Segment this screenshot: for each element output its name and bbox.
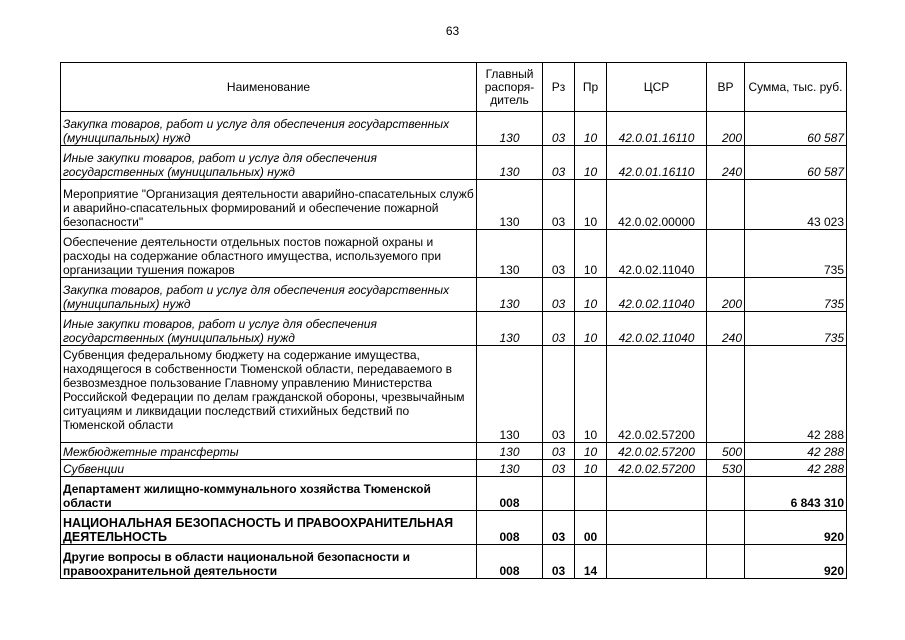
row-rz: 03 bbox=[543, 112, 575, 146]
row-name: Иные закупки товаров, работ и услуг для обеспечения государственных (муниципальных) нужд bbox=[61, 312, 477, 346]
row-manager: 130 bbox=[477, 146, 543, 180]
header-name: Наименование bbox=[61, 63, 477, 112]
row-manager: 130 bbox=[477, 460, 543, 477]
row-rz: 03 bbox=[543, 545, 575, 579]
page-number: 63 bbox=[445, 24, 460, 38]
row-vr bbox=[707, 180, 745, 230]
table-row bbox=[61, 112, 847, 146]
row-sum: 735 bbox=[745, 312, 847, 346]
row-rz: 03 bbox=[543, 511, 575, 545]
row-rz: 03 bbox=[543, 460, 575, 477]
row-name: Департамент жилищно-коммунального хозяйства Тюменской области bbox=[61, 477, 477, 511]
row-sum: 42 288 bbox=[745, 443, 847, 460]
header-rz: Рз bbox=[543, 63, 575, 112]
row-rz: 03 bbox=[543, 312, 575, 346]
row-sum: 60 587 bbox=[745, 112, 847, 146]
row-vr: 200 bbox=[707, 278, 745, 312]
row-pr: 10 bbox=[575, 112, 607, 146]
row-pr bbox=[575, 477, 607, 511]
row-name: НАЦИОНАЛЬНАЯ БЕЗОПАСНОСТЬ И ПРАВООХРАНИТЕЛЬНАЯ ДЕЯТЕЛЬНОСТЬ bbox=[61, 511, 477, 545]
row-sum: 43 023 bbox=[745, 180, 847, 230]
row-sum: 735 bbox=[745, 278, 847, 312]
row-csr: 42.0.02.57200 bbox=[607, 443, 707, 460]
row-name: Обеспечение деятельности отдельных постов пожарной охраны и расходы на содержание областного имущества, используемого при организации тушения пожаров bbox=[61, 230, 477, 278]
header-vr: ВР bbox=[707, 63, 745, 112]
row-csr: 42.0.02.11040 bbox=[607, 230, 707, 278]
row-vr: 500 bbox=[707, 443, 745, 460]
header-pr: Пр bbox=[575, 63, 607, 112]
header-sum: Сумма, тыс. руб. bbox=[745, 63, 847, 112]
row-vr bbox=[707, 545, 745, 579]
row-manager: 130 bbox=[477, 312, 543, 346]
row-rz: 03 bbox=[543, 278, 575, 312]
row-name: Субвенция федеральному бюджету на содержание имущества, находящегося в собственности Тюменской области, передаваемого в безвозмездное пользование Главному управлению Министерства Российской Федерации по делам гражданской обороны, чрезвычайным ситуациям и ликвидации последствий стихийных бедствий по Тюменской области bbox=[61, 346, 477, 443]
table-row bbox=[61, 230, 847, 278]
row-csr: 42.0.02.57200 bbox=[607, 346, 707, 443]
row-name: Межбюджетные трансферты bbox=[61, 443, 477, 460]
row-sum: 60 587 bbox=[745, 146, 847, 180]
table-row bbox=[61, 545, 847, 579]
row-rz: 03 bbox=[543, 180, 575, 230]
row-csr bbox=[607, 545, 707, 579]
row-csr: 42.0.01.16110 bbox=[607, 146, 707, 180]
row-sum: 6 843 310 bbox=[745, 477, 847, 511]
row-manager: 130 bbox=[477, 112, 543, 146]
budget-table bbox=[60, 62, 847, 579]
row-pr: 10 bbox=[575, 230, 607, 278]
table-row bbox=[61, 146, 847, 180]
row-name: Закупка товаров, работ и услуг для обеспечения государственных (муниципальных) нужд bbox=[61, 278, 477, 312]
row-vr bbox=[707, 511, 745, 545]
row-manager: 130 bbox=[477, 346, 543, 443]
row-csr: 42.0.02.11040 bbox=[607, 312, 707, 346]
row-pr: 00 bbox=[575, 511, 607, 545]
row-csr: 42.0.02.11040 bbox=[607, 278, 707, 312]
row-pr: 10 bbox=[575, 443, 607, 460]
row-manager: 130 bbox=[477, 230, 543, 278]
table-row bbox=[61, 477, 847, 511]
table-row bbox=[61, 346, 847, 443]
row-manager: 130 bbox=[477, 180, 543, 230]
table-row bbox=[61, 460, 847, 477]
header-csr: ЦСР bbox=[607, 63, 707, 112]
row-sum: 920 bbox=[745, 545, 847, 579]
row-vr: 200 bbox=[707, 112, 745, 146]
row-csr bbox=[607, 477, 707, 511]
row-name: Другие вопросы в области национальной безопасности и правоохранительной деятельности bbox=[61, 545, 477, 579]
table-row bbox=[61, 511, 847, 545]
row-name: Субвенции bbox=[61, 460, 477, 477]
row-rz: 03 bbox=[543, 146, 575, 180]
row-vr bbox=[707, 230, 745, 278]
table-header-row bbox=[61, 63, 847, 112]
row-pr: 10 bbox=[575, 346, 607, 443]
table-row bbox=[61, 443, 847, 460]
row-manager: 008 bbox=[477, 511, 543, 545]
row-csr: 42.0.02.57200 bbox=[607, 460, 707, 477]
row-rz bbox=[543, 477, 575, 511]
table-row bbox=[61, 180, 847, 230]
row-pr: 10 bbox=[575, 278, 607, 312]
row-name: Мероприятие "Организация деятельности аварийно-спасательных служб и аварийно-спасательных формирований и обеспечение пожарной безопасности" bbox=[61, 180, 477, 230]
row-sum: 920 bbox=[745, 511, 847, 545]
row-vr: 240 bbox=[707, 312, 745, 346]
row-vr bbox=[707, 346, 745, 443]
row-pr: 14 bbox=[575, 545, 607, 579]
row-csr bbox=[607, 511, 707, 545]
row-manager: 008 bbox=[477, 477, 543, 511]
header-manager: Главный распоря-дитель bbox=[477, 63, 543, 112]
row-pr: 10 bbox=[575, 180, 607, 230]
row-vr bbox=[707, 477, 745, 511]
table-row bbox=[61, 278, 847, 312]
row-manager: 130 bbox=[477, 443, 543, 460]
row-pr: 10 bbox=[575, 460, 607, 477]
row-vr: 240 bbox=[707, 146, 745, 180]
row-manager: 008 bbox=[477, 545, 543, 579]
row-sum: 42 288 bbox=[745, 346, 847, 443]
row-sum: 735 bbox=[745, 230, 847, 278]
row-rz: 03 bbox=[543, 230, 575, 278]
row-name: Иные закупки товаров, работ и услуг для обеспечения государственных (муниципальных) нужд bbox=[61, 146, 477, 180]
row-pr: 10 bbox=[575, 146, 607, 180]
row-manager: 130 bbox=[477, 278, 543, 312]
row-csr: 42.0.02.00000 bbox=[607, 180, 707, 230]
row-csr: 42.0.01.16110 bbox=[607, 112, 707, 146]
row-name: Закупка товаров, работ и услуг для обеспечения государственных (муниципальных) нужд bbox=[61, 112, 477, 146]
table-row bbox=[61, 312, 847, 346]
row-vr: 530 bbox=[707, 460, 745, 477]
row-sum: 42 288 bbox=[745, 460, 847, 477]
row-pr: 10 bbox=[575, 312, 607, 346]
row-rz: 03 bbox=[543, 346, 575, 443]
row-rz: 03 bbox=[543, 443, 575, 460]
